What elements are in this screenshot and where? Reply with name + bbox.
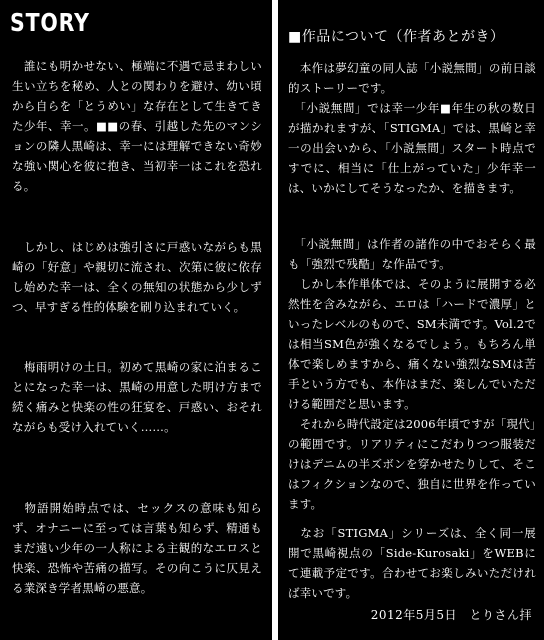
story-paragraph-text: 誰にも明かせない、極端に不遇で忌まわしい生い立ちを秘め、人との関わりを避け、幼い頃から自らを「とうめい」な存在として生きてきた少年、幸一。■■の春、引越した先のマンションの隣人黒崎は、幸一には理解できない奇妙な強い関心を彼に抱き、当初幸一はこれを恐れる。 — [12, 59, 262, 193]
notes-paragraph-2 — [288, 234, 536, 514]
story-paragraph-1 — [12, 56, 262, 196]
story-paragraph-3 — [12, 357, 262, 437]
notes-paragraph-1 — [288, 58, 536, 198]
notes-paragraph-3 — [288, 523, 536, 603]
story-paragraph-4 — [12, 498, 262, 598]
author-signature: 2012年5月5日 とりさん拝 — [370, 608, 532, 622]
author-notes-panel — [278, 0, 544, 640]
story-paragraph-text: 物語開始時点では、セックスの意味も知らず、オナニーに至っては言葉も知らず、精通もまだ遠い少年の一人称による主観的なエロスと快楽、恐怖や苦痛の描写。その向こうに仄見える業深き学者黒崎の悪意。 — [12, 501, 262, 595]
story-paragraph-text: 梅雨明けの土日。初めて黒崎の家に泊まることになった幸一は、黒崎の用意した明け方まで続く痛みと快楽の性の狂宴を、戸惑い、おそれながらも受け入れていく……。 — [12, 360, 262, 434]
author-notes-heading: ■作品について（作者あとがき） — [288, 29, 505, 45]
notes-paragraph-text: 本作は夢幻童の同人誌「小説無間」の前日談的ストーリーです。 「小説無間」では幸一少年■年生の秋の数日が描かれますが、「STIGMA」では、黒崎と幸一の出会いから、「小説無間」スタート時点ですでに、相当に「仕上がっていた」少年幸一は、いかにしてそうなったか、を描きます。 — [288, 61, 536, 195]
notes-paragraph-text: 「小説無間」は作者の諸作の中でおそらく最も「強烈で残酷」な作品です。 しかし本作単体では、そのように展開する必然性を含みながら、エロは「ハードで濃厚」といったレベルのもので、SM未満です。Vol.2では相当SM色が強くなるでしょう。もちろん単体で楽しめますから、痛くない強烈なSMは苦手という方でも、本作はまだ、楽しんでいただける範囲だと思います。 それから時代設定は2006年頃ですが「現代」の範囲です。リアリティにこだわりつつ服装だけはデニムの半ズボンを穿かせたりして、そこはフィクションなので、独自に世界を作っています。 — [288, 237, 536, 511]
story-paragraph-2 — [12, 237, 262, 317]
story-heading: STORY — [10, 8, 90, 37]
notes-paragraph-text: なお「STIGMA」シリーズは、全く同一展開で黒崎視点の「Side-Kurosaki」をWEBにて連載予定です。合わせてお楽しみいただければ幸いです。 — [288, 526, 536, 600]
story-paragraph-text: しかし、はじめは強引さに戸惑いながらも黒崎の「好意」や親切に流され、次第に彼に依存し始めた幸一は、全くの無知の状態から少しずつ、早すぎる性的体験を刷り込まれていく。 — [12, 240, 262, 314]
